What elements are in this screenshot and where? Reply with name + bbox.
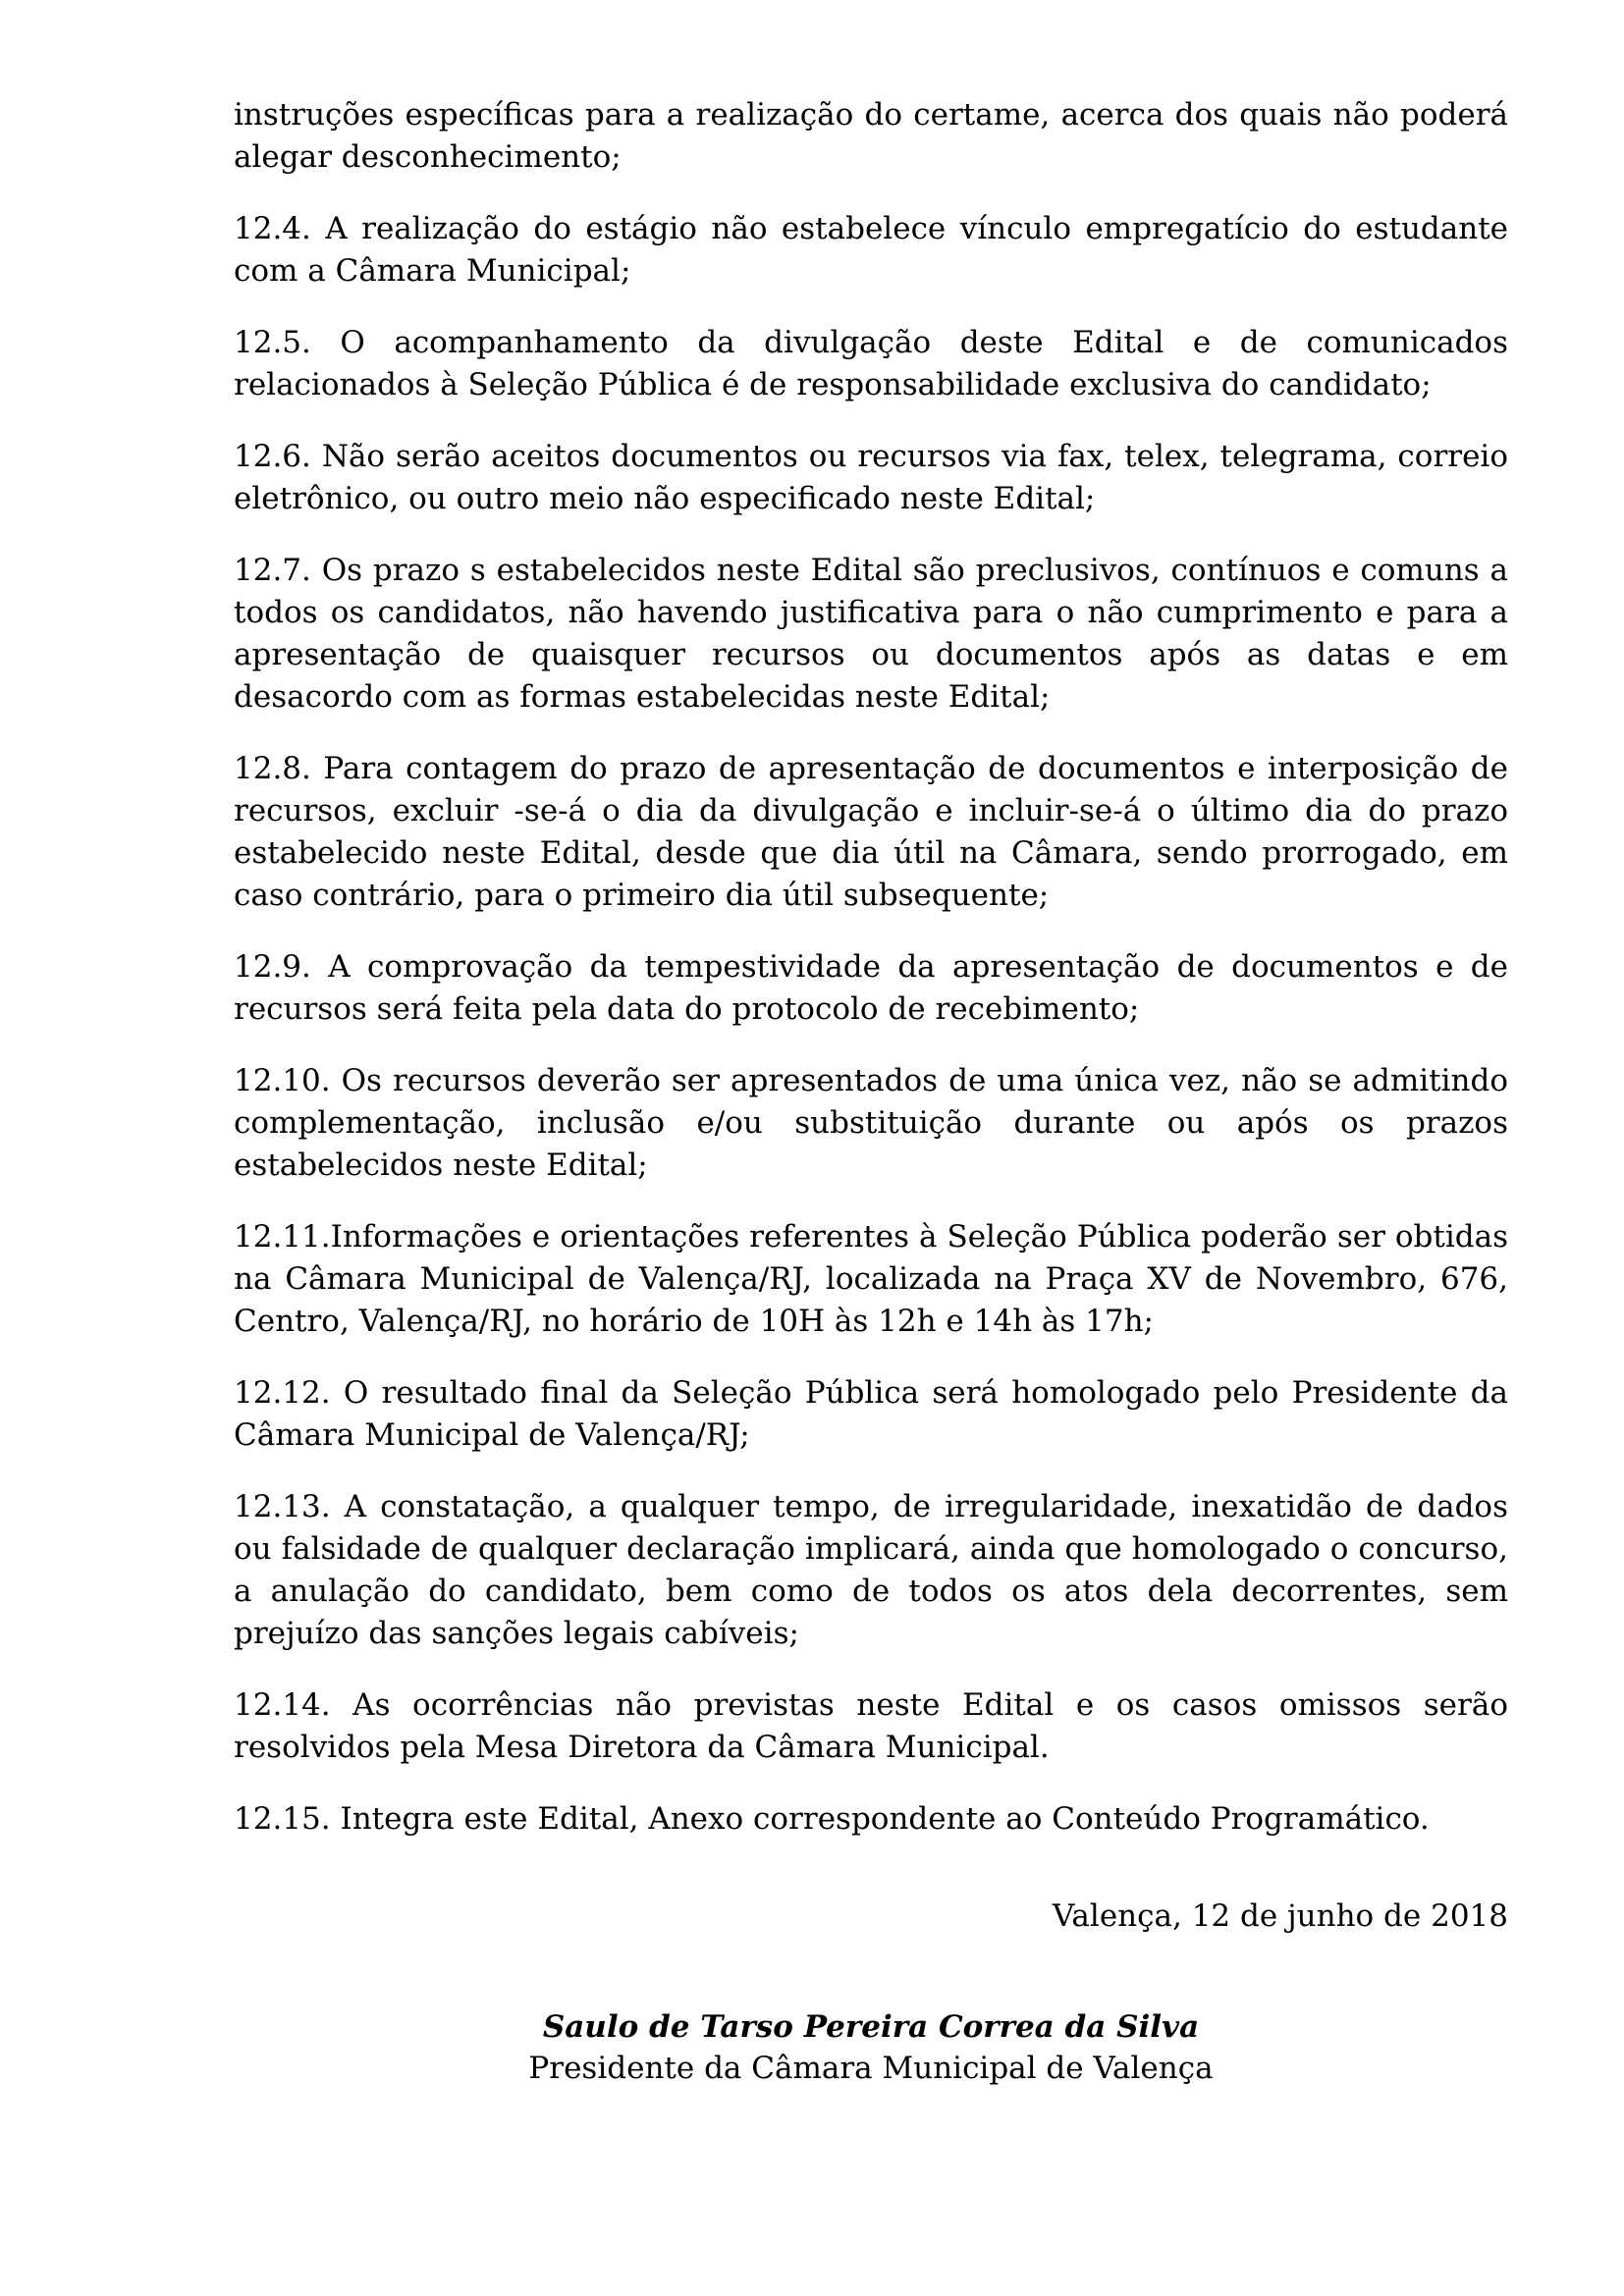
paragraph-12-12: 12.12. O resultado final da Seleção Pública será homologado pelo Presidente da Câmara Municipal de Valença/RJ; [234,1375,1508,1453]
signature-name: Saulo de Tarso Pereira Correa da Silva [542,2009,1200,2045]
paragraph-12-4: 12.4. A realização do estágio não estabelece vínculo empregatício do estudante com a Câmara Municipal; [234,211,1508,289]
paragraph-12-6: 12.6. Não serão aceitos documentos ou recursos via fax, telex, telegrama, correio eletrônico, ou outro meio não especificado neste Edital; [234,439,1508,516]
paragraph-12-15: 12.15. Integra este Edital, Anexo correspondente ao Conteúdo Programático. [234,1801,1430,1837]
date-line: Valença, 12 de junho de 2018 [1052,1898,1508,1934]
paragraph-12-7: 12.7. Os prazo s estabelecidos neste Edital são preclusivos, contínuos e comuns a todos os candidatos, não havendo justificativa para o não cumprimento e para a apresentação de quaisquer recursos ou documentos após as datas e em desacordo com as formas estabelecidas neste Edital; [234,553,1508,715]
paragraph-12-14: 12.14. As ocorrências não previstas neste Edital e os casos omissos serão resolvidos pela Mesa Diretora da Câmara Municipal. [234,1687,1508,1765]
paragraph-12-10: 12.10. Os recursos deverão ser apresentados de uma única vez, não se admitindo complementação, inclusão e/ou substituição durante ou após os prazos estabelecidos neste Edital; [234,1063,1508,1183]
signature-title: Presidente da Câmara Municipal de Valença [528,2051,1214,2086]
paragraph-12-8: 12.8. Para contagem do prazo de apresentação de documentos e interposição de recursos, excluir -se-á o dia da divulgação e incluir-se-á o último dia do prazo estabelecido neste Edital, desde que dia útil na Câmara, sendo prorrogado, em caso contrário, para o primeiro dia útil subsequente; [234,751,1508,913]
signature-block [234,2006,1508,2089]
paragraph-12-11: 12.11.Informações e orientações referentes à Seleção Pública poderão ser obtidas na Câmara Municipal de Valença/RJ, localizada na Praça XV de Novembro, 676, Centro, Valença/RJ, no horário de 10H às 12h e 14h às 17h; [234,1219,1508,1339]
paragraph-12-5: 12.5. O acompanhamento da divulgação deste Edital e de comunicados relacionados à Seleção Pública é de responsabilidade exclusiva do candidato; [234,325,1508,402]
paragraph-continuation: instruções específicas para a realização do certame, acerca dos quais não poderá alegar desconhecimento; [234,97,1508,175]
paragraph-12-13: 12.13. A constatação, a qualquer tempo, de irregularidade, inexatidão de dados ou falsidade de qualquer declaração implicará, ainda que homologado o concurso, a anulação do candidato, bem como de todos os atos dela decorrentes, sem prejuízo das sanções legais cabíveis; [234,1489,1508,1651]
paragraph-12-9: 12.9. A comprovação da tempestividade da apresentação de documentos e de recursos será feita pela data do protocolo de recebimento; [234,949,1508,1027]
